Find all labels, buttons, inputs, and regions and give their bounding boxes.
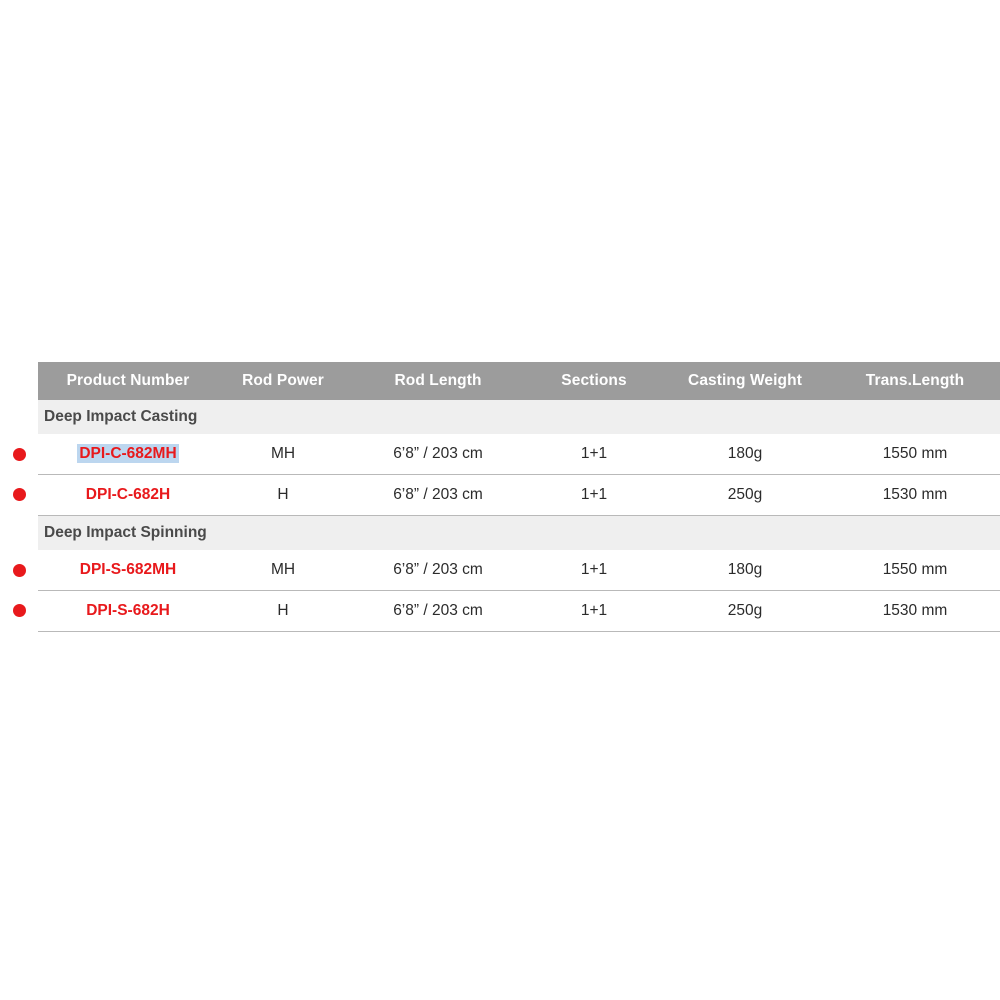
cell-sections: 1+1 <box>528 550 660 591</box>
group-bullet-cell <box>0 516 38 551</box>
red-dot-icon <box>13 488 26 501</box>
table-row[interactable] <box>0 475 1000 516</box>
header-cell-trans-length: Trans.Length <box>830 362 1000 400</box>
cell-casting-weight: 180g <box>660 434 830 475</box>
header-cell-bullet <box>0 362 38 400</box>
product-number-text: DPI-S-682H <box>86 602 170 619</box>
cell-rod-length: 6’8” / 203 cm <box>348 475 528 516</box>
product-number-text: DPI-C-682H <box>85 486 171 503</box>
cell-sections: 1+1 <box>528 434 660 475</box>
cell-product-number[interactable] <box>38 550 218 591</box>
product-number-text: DPI-S-682MH <box>79 561 177 578</box>
group-label-deep-impact-spinning: Deep Impact Spinning <box>38 516 1000 551</box>
header-row <box>0 362 1000 400</box>
cell-casting-weight: 250g <box>660 475 830 516</box>
cell-product-number[interactable] <box>38 591 218 632</box>
cell-rod-length: 6’8” / 203 cm <box>348 550 528 591</box>
header-cell-sections: Sections <box>528 362 660 400</box>
red-dot-icon <box>13 564 26 577</box>
cell-sections: 1+1 <box>528 591 660 632</box>
table-group-header-row <box>0 516 1000 551</box>
cell-rod-power: H <box>218 475 348 516</box>
table-group-header-row <box>0 400 1000 434</box>
cell-casting-weight: 250g <box>660 591 830 632</box>
cell-trans-length: 1550 mm <box>830 434 1000 475</box>
row-bullet-cell <box>0 434 38 475</box>
product-number-text: DPI-C-682MH <box>79 445 177 462</box>
group-bullet-cell <box>0 400 38 434</box>
row-bullet-cell <box>0 475 38 516</box>
header-cell-rod-length: Rod Length <box>348 362 528 400</box>
cell-casting-weight: 180g <box>660 550 830 591</box>
row-bullet-cell <box>0 591 38 632</box>
table-row[interactable] <box>0 591 1000 632</box>
cell-trans-length: 1530 mm <box>830 591 1000 632</box>
cell-product-number[interactable] <box>38 475 218 516</box>
cell-rod-power: MH <box>218 434 348 475</box>
red-dot-icon <box>13 448 26 461</box>
cell-rod-power: MH <box>218 550 348 591</box>
table-row[interactable] <box>0 550 1000 591</box>
table-header <box>0 362 1000 400</box>
cell-rod-length: 6’8” / 203 cm <box>348 591 528 632</box>
row-bullet-cell <box>0 550 38 591</box>
cell-trans-length: 1530 mm <box>830 475 1000 516</box>
red-dot-icon <box>13 604 26 617</box>
spec-table-container <box>0 362 1000 632</box>
product-specification-table <box>0 362 1000 632</box>
cell-rod-power: H <box>218 591 348 632</box>
header-cell-product-number: Product Number <box>38 362 218 400</box>
table-row[interactable] <box>0 434 1000 475</box>
cell-sections: 1+1 <box>528 475 660 516</box>
group-label-deep-impact-casting: Deep Impact Casting <box>38 400 1000 434</box>
cell-trans-length: 1550 mm <box>830 550 1000 591</box>
header-cell-casting-weight: Casting Weight <box>660 362 830 400</box>
table-body <box>0 400 1000 632</box>
cell-product-number[interactable] <box>38 434 218 475</box>
cell-rod-length: 6’8” / 203 cm <box>348 434 528 475</box>
header-cell-rod-power: Rod Power <box>218 362 348 400</box>
